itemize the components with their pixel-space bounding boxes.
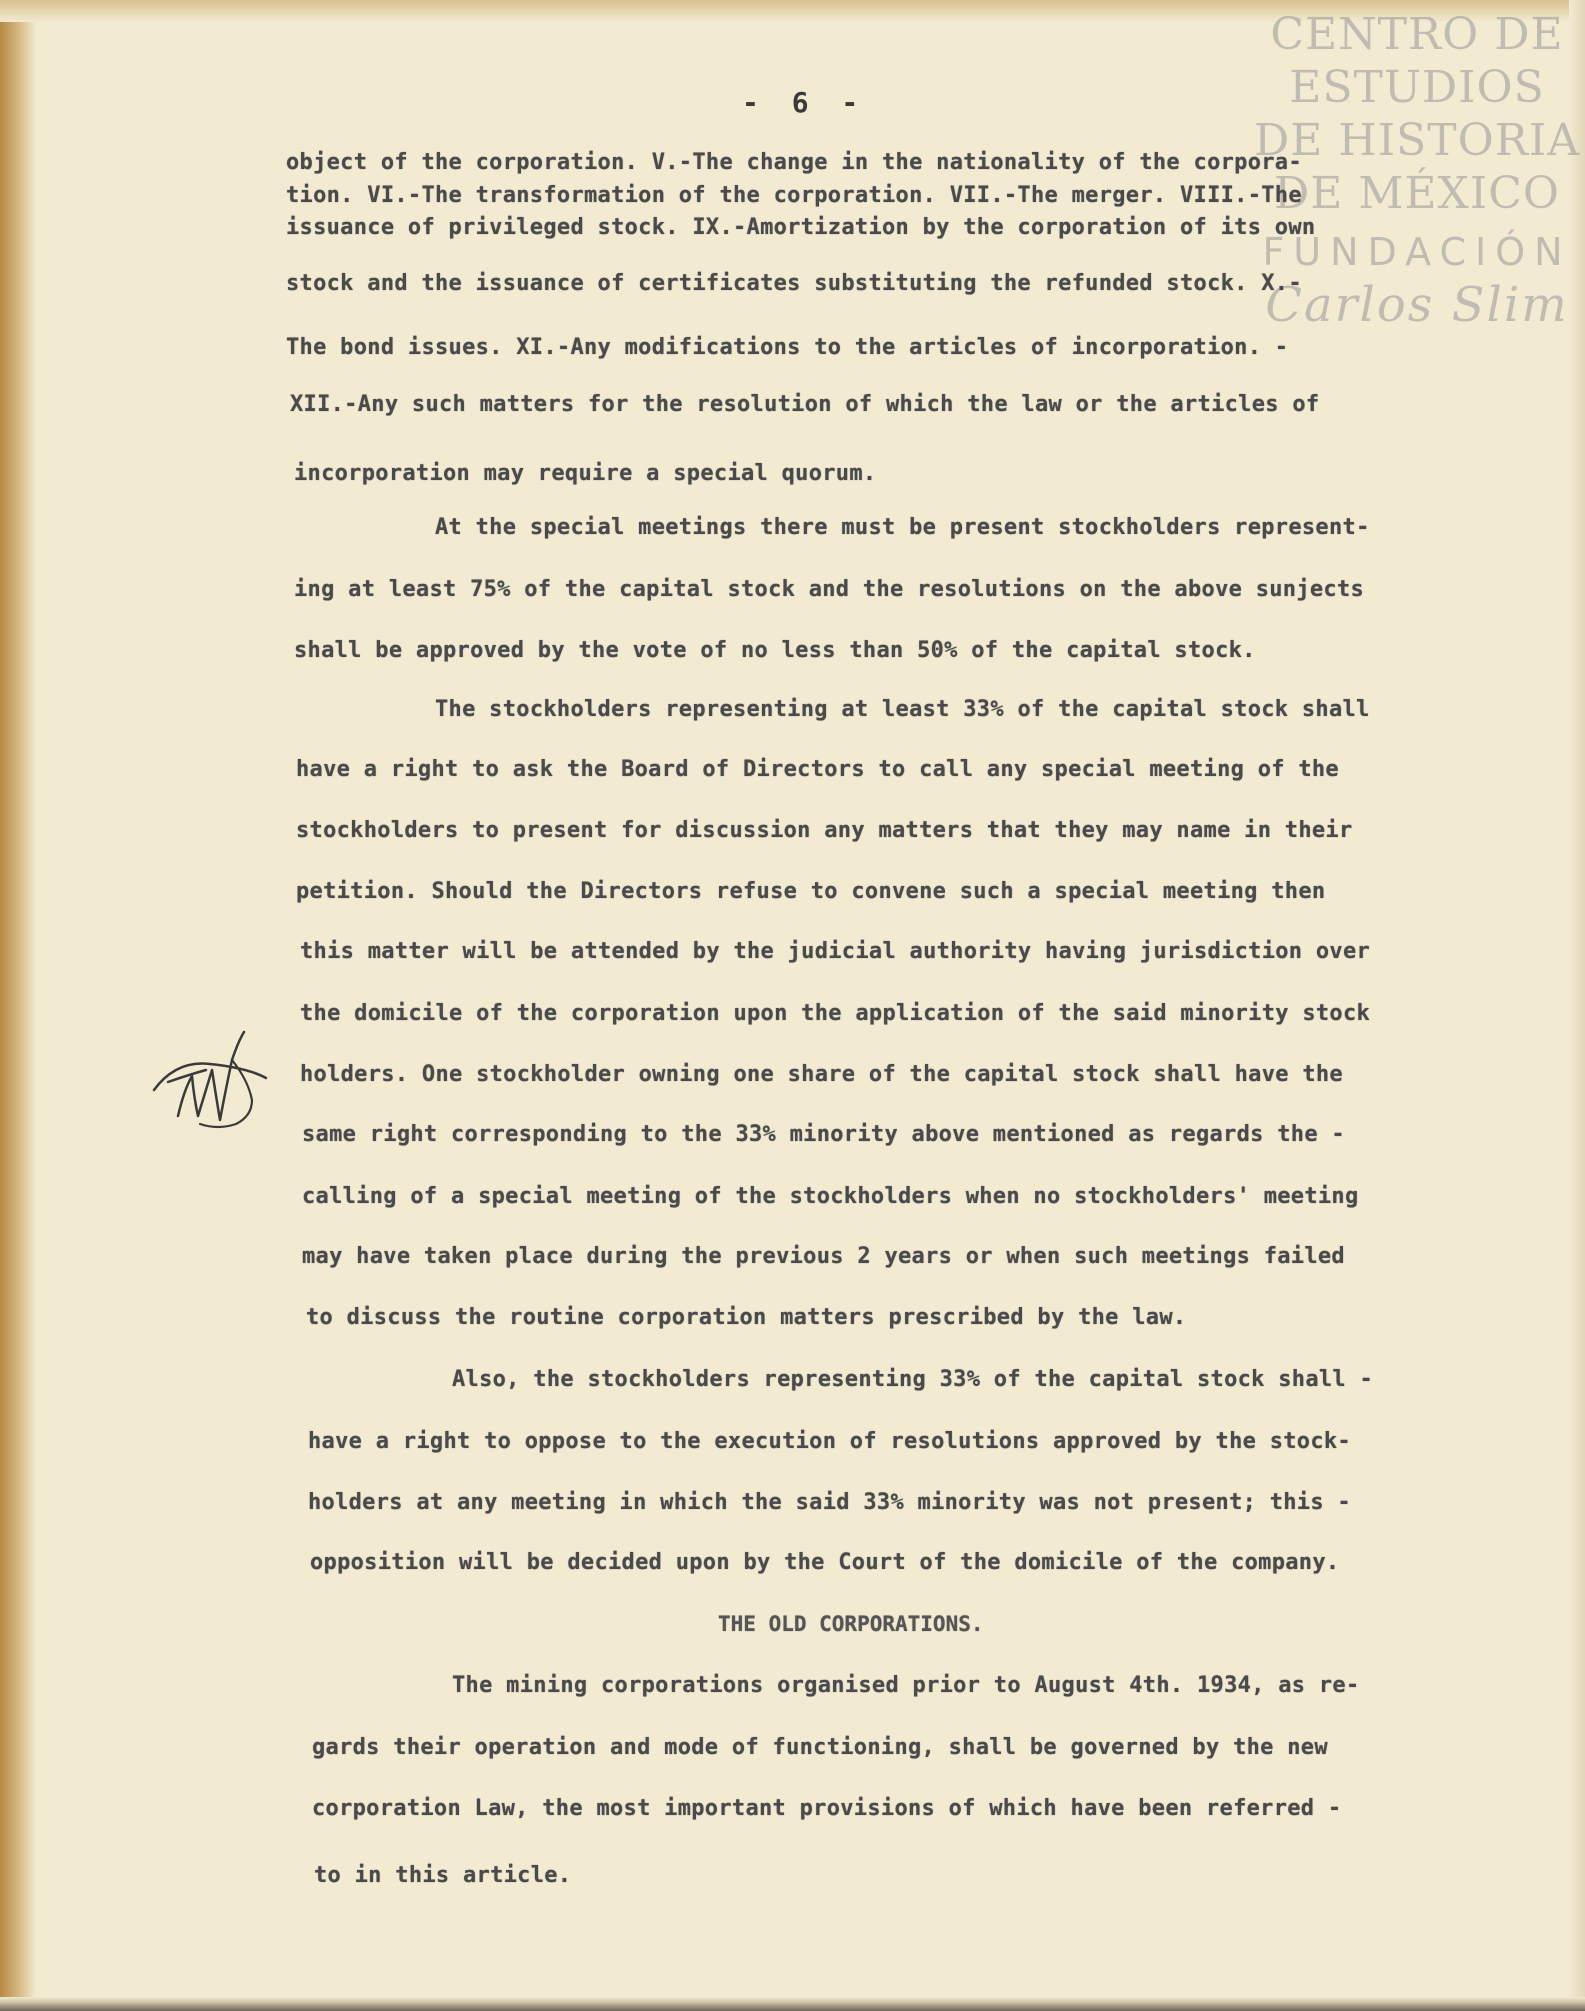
text-line: stock and the issuance of certificates substituting the refunded stock. X.- xyxy=(286,271,1302,296)
text-line: incorporation may require a special quorum. xyxy=(294,461,877,486)
text-line: petition. Should the Directors refuse to convene such a special meeting then xyxy=(296,879,1326,904)
text-line: stockholders to present for discussion any matters that they may name in their xyxy=(296,818,1353,843)
text-line: gards their operation and mode of functioning, shall be governed by the new xyxy=(312,1735,1328,1760)
text-line: the domicile of the corporation upon the application of the said minority stock xyxy=(300,1001,1371,1026)
text-line: ing at least 75% of the capital stock and the resolutions on the above sunjects xyxy=(294,577,1365,602)
text-line: to discuss the routine corporation matters prescribed by the law. xyxy=(306,1305,1187,1330)
text-line: this matter will be attended by the judicial authority having jurisdiction over xyxy=(300,939,1371,964)
watermark-line-4: DE MÉXICO xyxy=(1274,168,1560,219)
watermark-line-1: CENTRO DE xyxy=(1270,9,1564,60)
text-line: shall be approved by the vote of no less than 50% of the capital stock. xyxy=(294,638,1256,663)
text-line: XII.-Any such matters for the resolution of which the law or the articles of xyxy=(290,392,1320,417)
text-line: issuance of privileged stock. IX.-Amortization by the corporation of its own xyxy=(286,215,1316,240)
text-line: The mining corporations organised prior to August 4th. 1934, as re- xyxy=(452,1673,1360,1698)
text-line: to in this article. xyxy=(314,1863,572,1888)
text-line: object of the corporation. V.-The change in the nationality of the corpora- xyxy=(286,150,1302,175)
text-line: holders. One stockholder owning one share of the capital stock shall have the xyxy=(300,1062,1343,1087)
text-line: At the special meetings there must be present stockholders represent- xyxy=(435,515,1370,540)
text-line: have a right to ask the Board of Directors to call any special meeting of the xyxy=(296,757,1339,782)
text-line: opposition will be decided upon by the Court of the domicile of the company. xyxy=(310,1550,1340,1575)
text-line: corporation Law, the most important provisions of which have been referred - xyxy=(312,1796,1342,1821)
paper-bottom-edge xyxy=(0,1997,1585,2011)
text-line: same right corresponding to the 33% minority above mentioned as regards the - xyxy=(302,1122,1345,1147)
text-line: may have taken place during the previous 2 years or when such meetings failed xyxy=(302,1244,1345,1269)
text-line: The bond issues. XI.-Any modifications to the articles of incorporation. - xyxy=(286,335,1289,360)
text-line: holders at any meeting in which the said 33% minority was not present; this - xyxy=(308,1490,1351,1515)
handwritten-initials xyxy=(148,1020,278,1140)
text-line: The stockholders representing at least 33% of the capital stock shall xyxy=(435,697,1370,722)
page-number: - 6 - xyxy=(742,86,867,119)
text-line: Also, the stockholders representing 33% of the capital stock shall - xyxy=(452,1367,1374,1392)
watermark-fundacion: FUNDACIÓN xyxy=(1262,230,1572,274)
watermark-line-2: ESTUDIOS xyxy=(1289,62,1545,113)
text-line: calling of a special meeting of the stockholders when no stockholders' meeting xyxy=(302,1184,1359,1209)
text-line: tion. VI.-The transformation of the corporation. VII.-The merger. VIII.-The xyxy=(286,183,1302,208)
watermark-signature: Carlos Slim xyxy=(1265,277,1569,333)
paper-left-edge xyxy=(0,0,36,2011)
section-heading: THE OLD CORPORATIONS. xyxy=(718,1612,984,1636)
watermark-line-3: DE HISTORIA xyxy=(1254,115,1580,166)
text-line: have a right to oppose to the execution of resolutions approved by the stock- xyxy=(308,1429,1351,1454)
